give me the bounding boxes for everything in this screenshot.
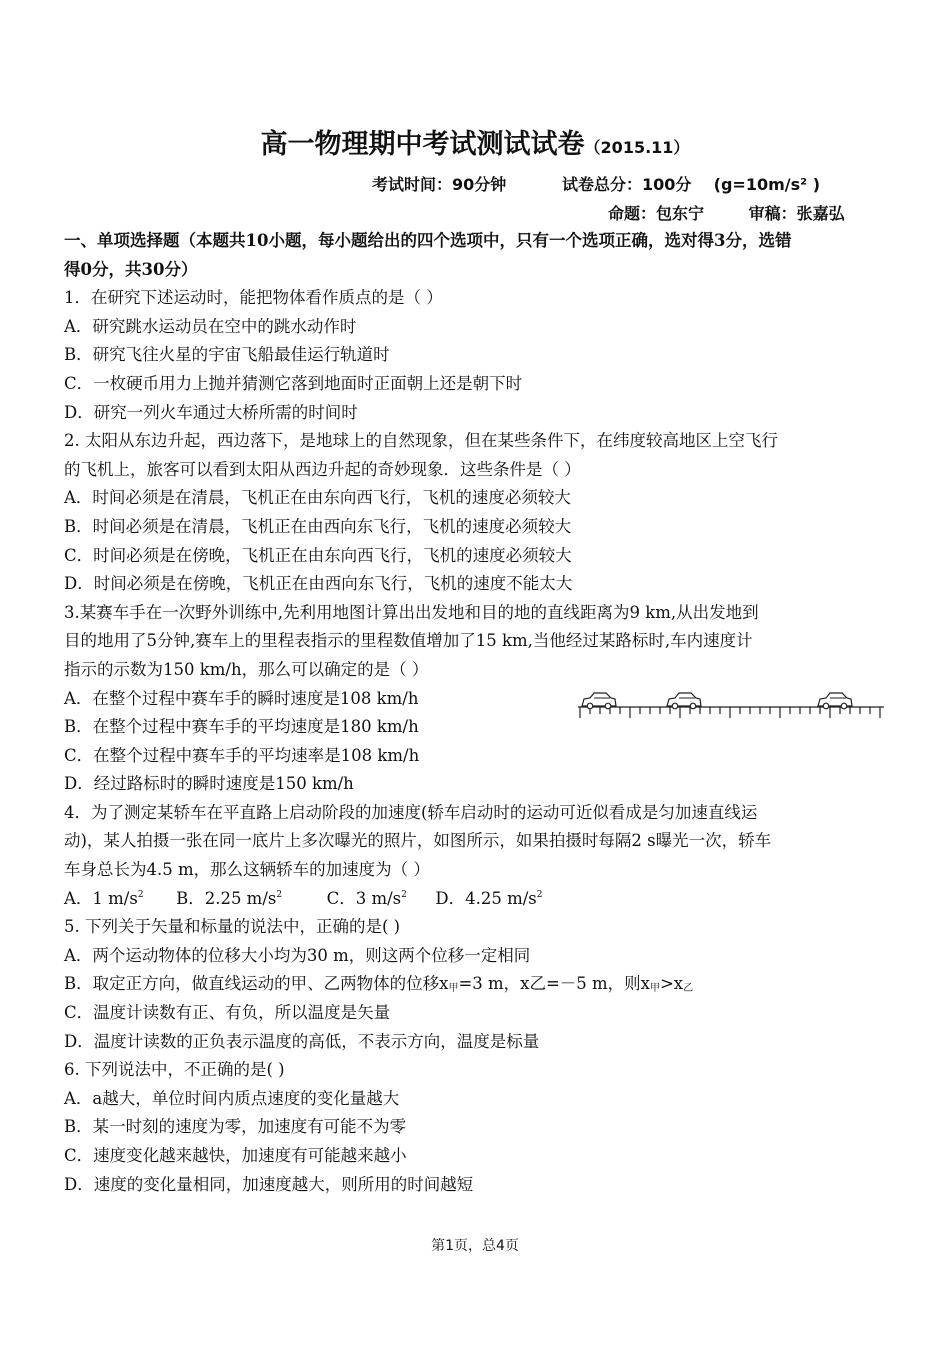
question-1-option-a: A．研究跳水运动员在空中的跳水动作时	[64, 316, 357, 336]
section-heading-cont: 得0分，共30分）	[64, 259, 198, 279]
question-5-stem: 5. 下列关于矢量和标量的说法中，正确的是( )	[64, 917, 401, 937]
question-2-stem: 2. 太阳从东边升起，西边落下，是地球上的自然现象，但在某些条件下，在纬度较高地区上空飞行	[64, 431, 778, 451]
question-2-option-b: B．时间必须是在清晨，飞机正在由西向东飞行，飞机的速度必须较大	[64, 516, 572, 536]
question-4-stem-cont: 车身总长为4.5 m，那么这辆轿车的加速度为（ ）	[64, 860, 430, 880]
question-3-option-c: C．在整个过程中赛车手的平均速率是108 km/h	[64, 745, 420, 765]
question-6-option-c: C．速度变化越来越快，加速度有可能越来越小	[64, 1146, 407, 1165]
title-text: 高一物理期中考试测试试卷	[260, 129, 585, 160]
exam-title	[0, 122, 950, 161]
question-3-stem: 3.某赛车手在一次野外训练中,先利用地图计算出出发地和目的地的直线距离为9 km,从出发地到	[64, 602, 759, 622]
question-5-option-b	[64, 970, 894, 999]
question-1-option-b: B．研究飞往火星的宇宙飞船最佳运行轨道时	[64, 345, 390, 365]
question-2-stem-cont: 的飞机上，旅客可以看到太阳从西边升起的奇妙现象．这些条件是（ ）	[64, 459, 581, 479]
option-b-text: B．取定正方向，做直线运动的甲、乙两物体的位移x	[64, 974, 449, 994]
subscript: 甲	[649, 983, 660, 995]
subscript: 甲	[448, 983, 459, 995]
subscript: 乙	[683, 983, 694, 995]
question-4-stem-cont: 动)，某人拍摄一张在同一底片上多次曝光的照片，如图所示，如果拍摄时每隔2 s曝光一次，轿车	[64, 831, 772, 851]
car-icon	[667, 693, 701, 709]
question-3-stem-cont: 目的地用了5分钟,赛车上的里程表指示的里程数值增加了15 km,当他经过某路标时,车内速度计	[64, 631, 753, 651]
exponent: 2	[401, 889, 407, 900]
question-5-option-d: D．温度计读数的正负表示温度的高低，不表示方向，温度是标量	[64, 1031, 540, 1051]
question-4-option-d: D．4.25 m/s	[435, 888, 537, 908]
question-3-option-a: A．在整个过程中赛车手的瞬时速度是108 km/h	[64, 688, 419, 708]
option-b-text: =3 m，x乙=－5 m，则x	[458, 974, 650, 994]
question-1-option-c: C．一枚硬币用力上抛并猜测它落到地面时正面朝上还是朝下时	[64, 373, 523, 393]
question-4-option-b: B．2.25 m/s	[176, 888, 277, 908]
question-6-option-a: A．a越大，单位时间内质点速度的变化量越大	[64, 1088, 400, 1108]
question-2-option-a: A．时间必须是在清晨，飞机正在由东向西飞行，飞机的速度必须较大	[64, 488, 571, 508]
section-heading: 一、单项选择题（本题共10小题，每小题给出的四个选项中，只有一个选项正确，选对得3分，选错	[64, 231, 792, 250]
question-6-option-b: B．某一时刻的速度为零，加速度有可能不为零	[64, 1117, 407, 1137]
exam-meta-authors: 命题：包东宁 审稿：张嘉弘	[608, 204, 845, 223]
question-4-option-a: A．1 m/s	[64, 888, 138, 908]
question-5-option-c: C．温度计读数有正、有负，所以温度是矢量	[64, 1003, 391, 1023]
question-2-option-c: C．时间必须是在傍晚，飞机正在由东向西飞行，飞机的速度必须较大	[64, 545, 572, 565]
question-2-option-d: D．时间必须是在傍晚，飞机正在由西向东飞行，飞机的速度不能太大	[64, 574, 573, 594]
option-b-text: >x	[659, 974, 684, 994]
question-3-option-b: B．在整个过程中赛车手的平均速度是180 km/h	[64, 717, 419, 737]
question-3-stem-cont: 指示的示数为150 km/h，那么可以确定的是（ ）	[64, 659, 429, 679]
question-6-option-d: D．速度的变化量相同，加速度越大，则所用的时间越短	[64, 1174, 474, 1194]
question-5-option-a: A．两个运动物体的位移大小均为30 m，则这两个位移一定相同	[64, 945, 531, 965]
question-3-option-d: D．经过路标时的瞬时速度是150 km/h	[64, 774, 354, 794]
question-4-options	[64, 885, 894, 914]
car-icon	[582, 693, 616, 709]
exponent: 2	[276, 889, 283, 900]
page-footer: 第1页，总4页	[431, 1238, 519, 1254]
ruler-scale	[578, 707, 884, 718]
question-6-stem: 6. 下列说法中，不正确的是( )	[64, 1060, 285, 1080]
question-1-option-d: D．研究一列火车通过大桥所需的时间时	[64, 402, 358, 422]
exponent: 2	[536, 889, 543, 900]
car-exposure-figure	[576, 685, 886, 725]
exam-meta-time-score: 考试时间：90分钟 试卷总分：100分 (g=10m/s² )	[372, 175, 821, 194]
question-4-option-c: C．3 m/s	[326, 888, 402, 908]
car-icon	[818, 693, 852, 709]
question-1-stem: 1．在研究下述运动时，能把物体看作质点的是（ ）	[64, 288, 443, 308]
exponent: 2	[137, 889, 144, 900]
question-4-stem: 4．为了测定某轿车在平直路上启动阶段的加速度(轿车启动时的运动可近似看成是匀加速直线运	[64, 802, 758, 822]
title-year: （2015.11）	[584, 138, 690, 157]
